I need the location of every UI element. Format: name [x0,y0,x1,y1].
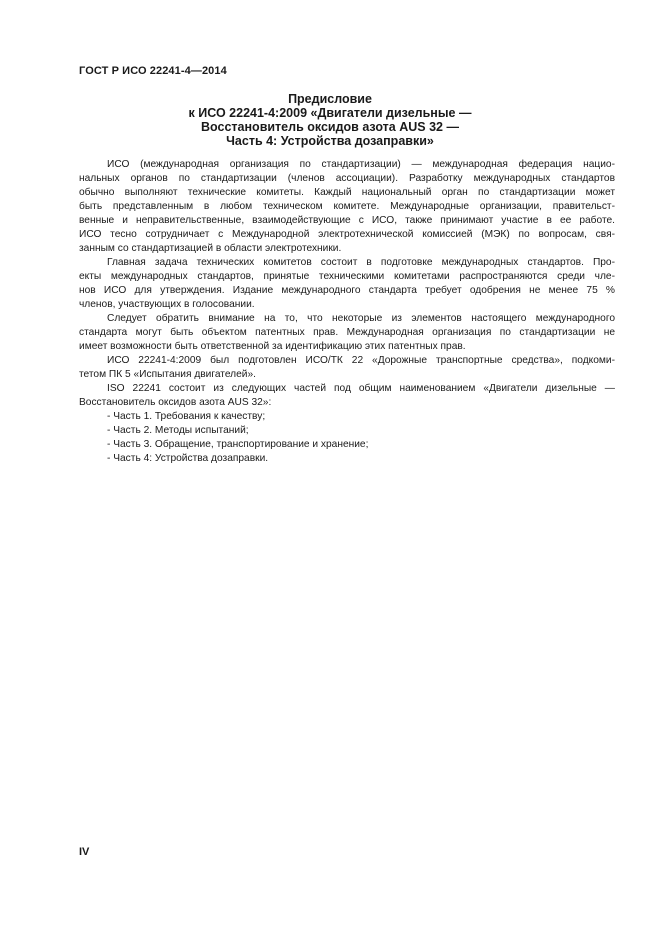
paragraph-technical-committees [79,256,615,312]
text-line: обычно выполняют технические комитеты. Каждый национальный орган по стандартизации может [79,187,615,198]
text-line: ИСО (международная организация по стандартизации) — международная федерация нацио- [107,159,615,170]
text-line: тетом ПК 5 «Испытания двигателей». [79,369,256,380]
text-line: ИСО тесно сотрудничает с Международной электротехнической комиссией (МЭК) по вопросам, свя- [79,229,615,240]
paragraph-iso-federation [79,158,615,256]
paragraph-prepared-by [79,354,615,382]
foreword-title [79,92,581,148]
paragraph-patent-rights [79,312,615,354]
list-item: - Часть 4: Устройства дозаправки. [107,453,269,464]
text-line: нов ИСО для утверждения. Издание международного стандарта требует одобрения не менее 75 % [79,285,615,296]
text-line: имеет возможности быть ответственной за идентификацию этих патентных прав. [79,341,466,352]
text-line: стандарта могут быть объектом патентных прав. Международная организация по стандартизации не [79,327,615,338]
title-line-4: Часть 4: Устройства дозаправки» [226,134,434,148]
page-number: IV [79,846,90,858]
text-line: ISO 22241 состоит из следующих частей под общим наименованием «Двигатели дизельные — [107,383,615,394]
list-item: - Часть 2. Методы испытаний; [107,425,249,436]
text-line: быть представленным в любом техническом комитете. Международные организации, правительст- [79,201,615,212]
foreword-body [79,158,615,466]
document-header-code: ГОСТ Р ИСО 22241-4—2014 [79,65,227,77]
text-line: членов, участвующих в голосовании. [79,299,255,310]
text-line: Восстановитель оксидов азота AUS 32»: [79,397,272,408]
text-line: Главная задача технических комитетов состоит в подготовке международных стандартов. Про- [107,257,615,268]
text-line: Следует обратить внимание на то, что некоторые из элементов настоящего международного [107,313,615,324]
parts-list [79,410,615,466]
list-item: - Часть 3. Обращение, транспортирование и хранение; [107,439,369,450]
title-line-3: Восстановитель оксидов азота AUS 32 — [201,120,459,134]
title-line-1: Предисловие [288,92,372,106]
text-line: нальных органов по стандартизации (членов ассоциации). Разработку международных стандартов [79,173,615,184]
text-line: венные и неправительственные, взаимодействующие с ИСО, также принимают участие в ее работе. [79,215,615,226]
list-item: - Часть 1. Требования к качеству; [107,411,266,422]
text-line: занным со стандартизацией в области электротехники. [79,243,342,254]
text-line: екты международных стандартов, принятые техническими комитетами распространяются среди чле- [79,271,615,282]
title-line-2: к ИСО 22241-4:2009 «Двигатели дизельные — [188,106,472,120]
text-line: ИСО 22241-4:2009 был подготовлен ИСО/ТК 22 «Дорожные транспортные средства», подкоми- [107,355,615,366]
paragraph-parts-intro [79,382,615,410]
